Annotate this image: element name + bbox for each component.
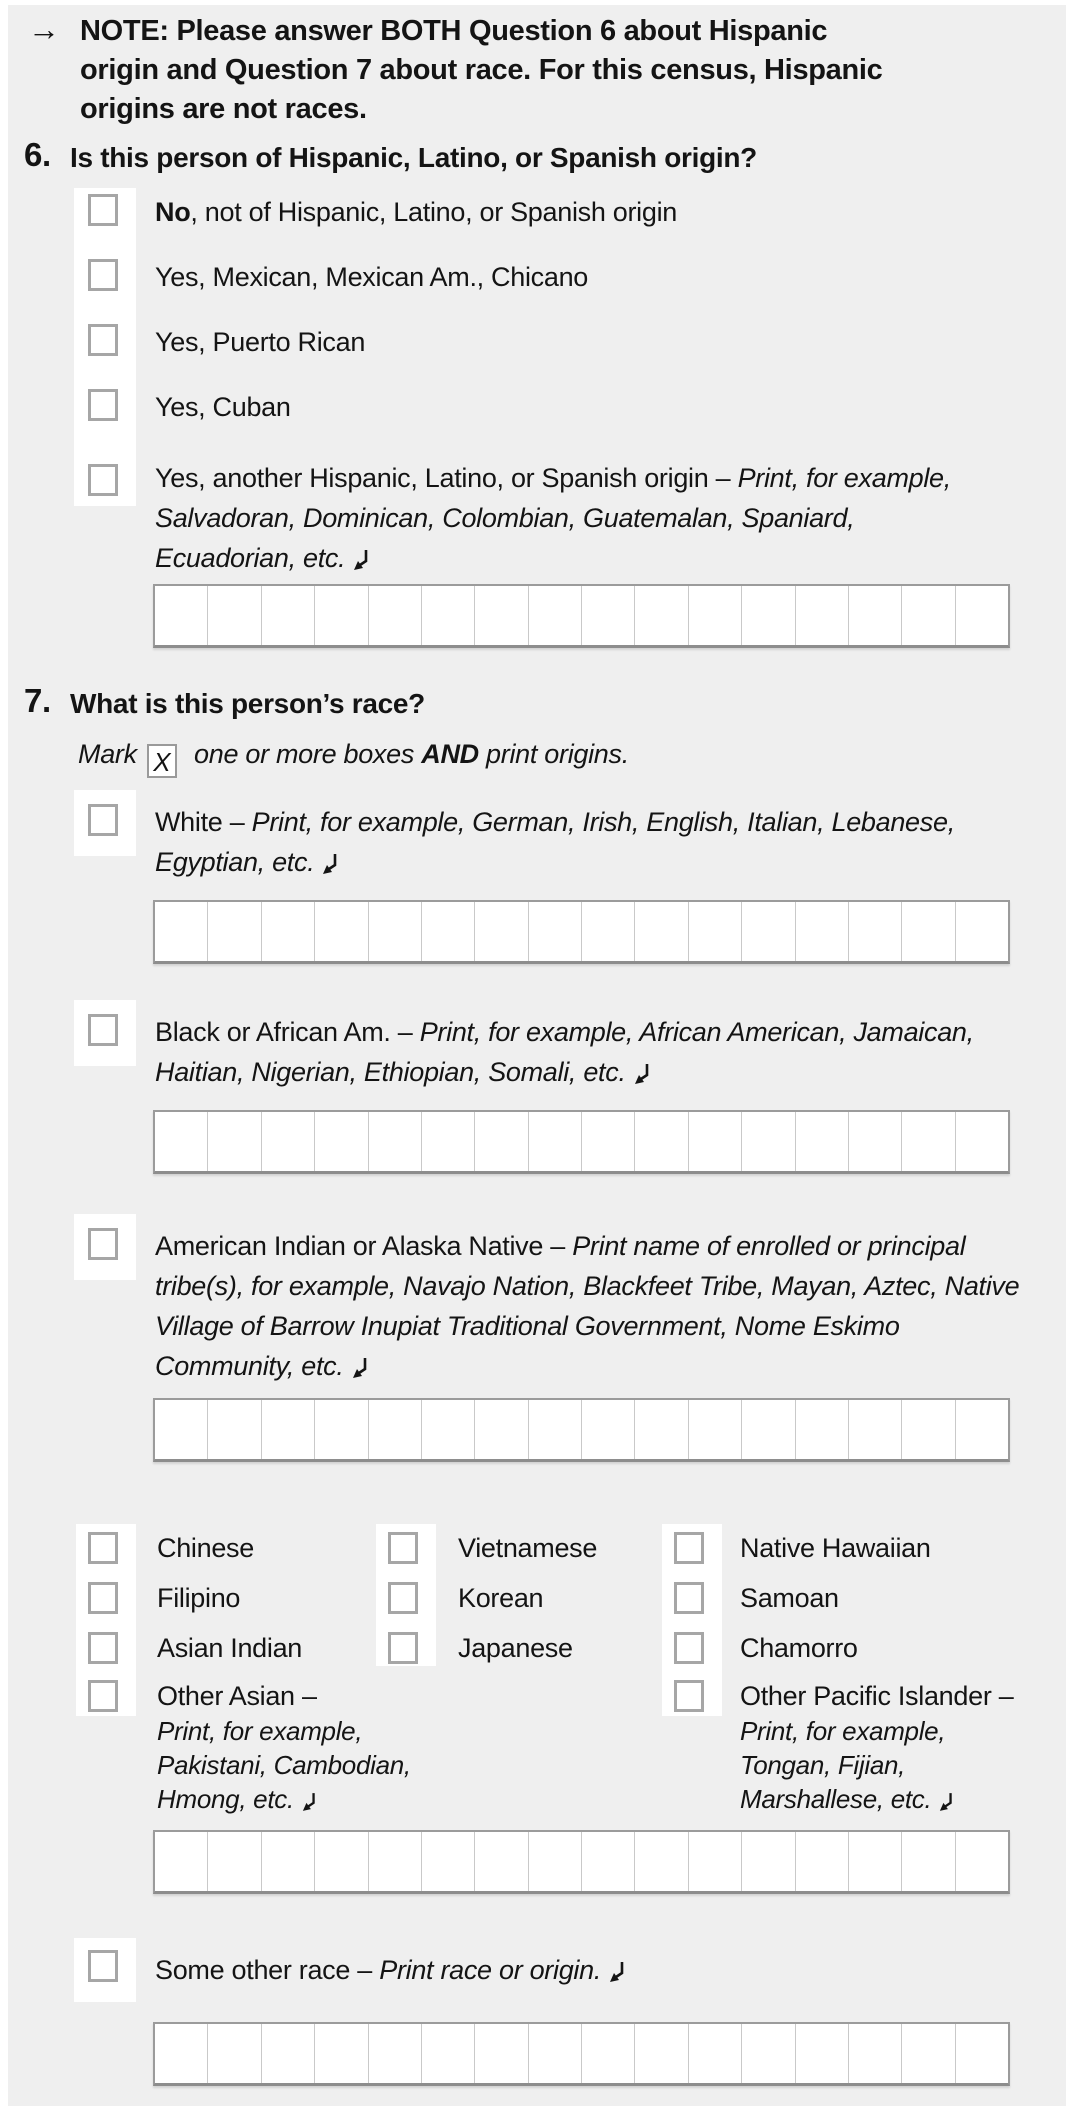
checkbox-american-indian[interactable] — [88, 1228, 118, 1260]
checkbox-black[interactable] — [88, 1014, 118, 1046]
mark-instruction — [78, 734, 629, 778]
write-in-cell[interactable] — [155, 2024, 208, 2083]
write-in-cell[interactable] — [475, 902, 528, 961]
write-in-cell[interactable] — [315, 1832, 368, 1891]
write-in-cell[interactable] — [369, 586, 422, 645]
checkbox-yes-cuban[interactable] — [88, 389, 118, 421]
option-print-example: Print, for example, German, Irish, English, Italian, Lebanese, Egyptian, etc. — [155, 807, 955, 877]
write-in-cell[interactable] — [529, 586, 582, 645]
write-in-cell[interactable] — [262, 1112, 315, 1171]
write-in-cell[interactable] — [582, 1400, 635, 1459]
grid-label-asian-indian: Asian Indian — [157, 1633, 303, 1663]
write-in-cell[interactable] — [635, 586, 688, 645]
print-here-arrow-icon — [353, 549, 371, 571]
grid-label-chamorro: Chamorro — [740, 1633, 858, 1663]
write-in-cell[interactable] — [315, 1400, 368, 1459]
grid-label-japanese: Japanese — [458, 1633, 573, 1663]
grid-label-vietnamese: Vietnamese — [458, 1533, 598, 1563]
write-in-cell[interactable] — [689, 1400, 742, 1459]
write-in-cell[interactable] — [475, 1400, 528, 1459]
option-label-some-other-race — [155, 1950, 855, 1990]
write-in-cell[interactable] — [956, 586, 1008, 645]
write-in-cell[interactable] — [689, 1112, 742, 1171]
option-text: Some other race – — [155, 1955, 380, 1985]
other-asian-print-example — [157, 1714, 437, 1816]
print-here-arrow-icon — [322, 853, 340, 875]
write-in-cell[interactable] — [208, 1832, 261, 1891]
write-in-cell[interactable] — [902, 1112, 955, 1171]
checkbox-not-hispanic[interactable] — [88, 194, 118, 226]
grid-label-korean: Korean — [458, 1583, 544, 1613]
grid-label-filipino: Filipino — [157, 1583, 241, 1613]
checkbox-yes-other-hispanic[interactable] — [88, 464, 118, 496]
write-in-cell[interactable] — [849, 1832, 902, 1891]
grid-label-native-hawaiian: Native Hawaiian — [740, 1533, 931, 1563]
hispanic-origin-write-in[interactable] — [153, 584, 1010, 648]
write-in-cell[interactable] — [262, 902, 315, 961]
write-in-cell[interactable] — [956, 1400, 1008, 1459]
aian-tribe-write-in[interactable] — [153, 1398, 1010, 1462]
option-text: Yes, Puerto Rican — [155, 327, 366, 357]
write-in-cell[interactable] — [956, 2024, 1008, 2083]
write-in-cell[interactable] — [529, 902, 582, 961]
write-in-cell[interactable] — [635, 2024, 688, 2083]
write-in-cell[interactable] — [849, 1400, 902, 1459]
write-in-cell[interactable] — [369, 1112, 422, 1171]
write-in-cell[interactable] — [262, 1400, 315, 1459]
checkbox-asian-indian[interactable] — [88, 1632, 118, 1664]
write-in-cell[interactable] — [475, 1112, 528, 1171]
write-in-cell[interactable] — [262, 2024, 315, 2083]
question6-title: Is this person of Hispanic, Latino, or Spanish origin? — [70, 142, 757, 173]
write-in-cell[interactable] — [582, 586, 635, 645]
write-in-cell[interactable] — [689, 1832, 742, 1891]
write-in-cell[interactable] — [155, 902, 208, 961]
option-print-example: Print, for example, Pakistani, Cambodian, Hmong, etc. — [157, 1716, 411, 1814]
write-in-cell[interactable] — [796, 902, 849, 961]
write-in-cell[interactable] — [475, 2024, 528, 2083]
option-label-black — [155, 1012, 985, 1092]
mark-and: AND — [421, 739, 479, 769]
mark-lead: Mark — [78, 739, 137, 769]
option-print-example: Print race or origin. — [379, 1955, 602, 1985]
note-text-line: origins are not races. — [80, 93, 367, 125]
write-in-cell[interactable] — [262, 586, 315, 645]
write-in-cell[interactable] — [956, 1112, 1008, 1171]
checkbox-yes-mexican[interactable] — [88, 259, 118, 291]
checkbox-chinese[interactable] — [88, 1532, 118, 1564]
mark-mid: one or more boxes — [186, 739, 422, 769]
black-origin-write-in[interactable] — [153, 1110, 1010, 1174]
option-label-yes-other-hispanic — [155, 458, 985, 578]
grid-label-chinese: Chinese — [157, 1533, 254, 1563]
write-in-cell[interactable] — [635, 1400, 688, 1459]
write-in-cell[interactable] — [155, 1112, 208, 1171]
option-label-not-hispanic — [155, 192, 985, 232]
write-in-cell[interactable] — [315, 1112, 368, 1171]
write-in-cell[interactable] — [796, 1832, 849, 1891]
note-text-line: origin and Question 7 about race. For this census, Hispanic — [80, 54, 883, 86]
write-in-cell[interactable] — [369, 902, 422, 961]
option-print-example: Print, for example, Tongan, Fijian, Marshallese, etc. — [740, 1716, 946, 1814]
write-in-cell[interactable] — [208, 2024, 261, 2083]
write-in-cell[interactable] — [849, 902, 902, 961]
write-in-cell[interactable] — [796, 1112, 849, 1171]
mark-x-box-icon: X — [147, 744, 177, 778]
write-in-cell[interactable] — [956, 1832, 1008, 1891]
write-in-cell[interactable] — [208, 586, 261, 645]
grid-label-other-pacific-islander: Other Pacific Islander – — [740, 1681, 1014, 1711]
write-in-cell[interactable] — [529, 1112, 582, 1171]
checkbox-chamorro[interactable] — [674, 1632, 704, 1664]
option-label-yes-mexican — [155, 257, 985, 297]
checkbox-white[interactable] — [88, 804, 118, 836]
write-in-cell[interactable] — [529, 2024, 582, 2083]
option-label-white — [155, 802, 985, 882]
write-in-cell[interactable] — [902, 1832, 955, 1891]
checkbox-native-hawaiian[interactable] — [674, 1532, 704, 1564]
write-in-cell[interactable] — [635, 902, 688, 961]
option-label-yes-puerto-rican — [155, 322, 985, 362]
checkbox-some-other-race[interactable] — [88, 1950, 118, 1982]
write-in-cell[interactable] — [369, 2024, 422, 2083]
write-in-cell[interactable] — [208, 902, 261, 961]
write-in-cell[interactable] — [422, 1112, 475, 1171]
option-label-yes-cuban — [155, 387, 985, 427]
write-in-cell[interactable] — [315, 2024, 368, 2083]
checkbox-yes-puerto-rican[interactable] — [88, 324, 118, 356]
write-in-cell[interactable] — [582, 1832, 635, 1891]
white-origin-write-in[interactable] — [153, 900, 1010, 964]
write-in-cell[interactable] — [262, 1832, 315, 1891]
write-in-cell[interactable] — [902, 1400, 955, 1459]
option-print-example: Print name of enrolled or principal tribe(s), for example, Navajo Nation, Blackfeet Tribe, Mayan, Aztec, Native Village of Barrow Inupiat Traditional Government, Nome Eskimo Community, etc. — [155, 1231, 1020, 1381]
write-in-cell[interactable] — [155, 1832, 208, 1891]
write-in-cell[interactable] — [689, 902, 742, 961]
print-here-arrow-icon — [634, 1063, 652, 1085]
write-in-cell[interactable] — [315, 586, 368, 645]
write-in-cell[interactable] — [208, 1400, 261, 1459]
write-in-cell[interactable] — [742, 2024, 795, 2083]
question7-title: What is this person’s race? — [70, 688, 425, 719]
write-in-cell[interactable] — [582, 2024, 635, 2083]
option-bold-no: No — [155, 197, 191, 227]
print-here-arrow-icon — [609, 1961, 627, 1983]
write-in-cell[interactable] — [475, 586, 528, 645]
write-in-cell[interactable] — [582, 902, 635, 961]
write-in-cell[interactable] — [796, 2024, 849, 2083]
write-in-cell[interactable] — [635, 1832, 688, 1891]
grid-label-samoan: Samoan — [740, 1583, 839, 1613]
option-text: White – — [155, 807, 252, 837]
other-pacific-islander-print-example — [740, 1714, 1020, 1816]
write-in-cell[interactable] — [315, 902, 368, 961]
write-in-cell[interactable] — [422, 902, 475, 961]
mark-tail: print origins. — [478, 739, 629, 769]
write-in-cell[interactable] — [582, 1112, 635, 1171]
write-in-cell[interactable] — [796, 586, 849, 645]
write-in-cell[interactable] — [689, 586, 742, 645]
some-other-race-write-in[interactable] — [153, 2022, 1010, 2086]
option-label-american-indian — [155, 1226, 1025, 1386]
write-in-cell[interactable] — [742, 1112, 795, 1171]
write-in-cell[interactable] — [689, 2024, 742, 2083]
option-text: Yes, Mexican, Mexican Am., Chicano — [155, 262, 589, 292]
write-in-cell[interactable] — [742, 1832, 795, 1891]
write-in-cell[interactable] — [422, 586, 475, 645]
option-print-example: Print, for example, Salvadoran, Dominican, Colombian, Guatemalan, Spaniard, Ecuadorian, etc. — [155, 463, 951, 573]
write-in-cell[interactable] — [902, 586, 955, 645]
checkbox-vietnamese[interactable] — [388, 1532, 418, 1564]
option-text: Yes, another Hispanic, Latino, or Spanish origin – — [155, 463, 738, 493]
write-in-cell[interactable] — [849, 586, 902, 645]
write-in-cell[interactable] — [529, 1400, 582, 1459]
write-in-cell[interactable] — [475, 1832, 528, 1891]
option-print-example: Print, for example, African American, Jamaican, Haitian, Nigerian, Ethiopian, Somali, etc. — [155, 1017, 974, 1087]
write-in-cell[interactable] — [902, 902, 955, 961]
option-text: , not of Hispanic, Latino, or Spanish origin — [190, 197, 677, 227]
write-in-cell[interactable] — [369, 1832, 422, 1891]
write-in-cell[interactable] — [422, 1832, 475, 1891]
write-in-cell[interactable] — [529, 1832, 582, 1891]
checkbox-samoan[interactable] — [674, 1582, 704, 1614]
note-text-line: NOTE: Please answer BOTH Question 6 about Hispanic — [80, 15, 828, 47]
write-in-cell[interactable] — [155, 586, 208, 645]
checkbox-korean[interactable] — [388, 1582, 418, 1614]
write-in-cell[interactable] — [742, 902, 795, 961]
grid-label-other-asian: Other Asian – — [157, 1681, 317, 1711]
write-in-cell[interactable] — [369, 1400, 422, 1459]
checkbox-other-pacific-islander[interactable] — [674, 1680, 704, 1712]
write-in-cell[interactable] — [635, 1112, 688, 1171]
note-arrow-icon: → — [28, 11, 60, 47]
write-in-cell[interactable] — [956, 902, 1008, 961]
question6-number: 6. — [24, 136, 51, 173]
print-here-arrow-icon — [302, 1792, 318, 1812]
checkbox-filipino[interactable] — [88, 1582, 118, 1614]
write-in-cell[interactable] — [796, 1400, 849, 1459]
question7-number: 7. — [24, 682, 51, 719]
write-in-cell[interactable] — [902, 2024, 955, 2083]
write-in-cell[interactable] — [849, 1112, 902, 1171]
option-text: Yes, Cuban — [155, 392, 291, 422]
write-in-cell[interactable] — [422, 2024, 475, 2083]
print-here-arrow-icon — [352, 1357, 370, 1379]
checkbox-other-asian[interactable] — [88, 1680, 118, 1712]
checkbox-japanese[interactable] — [388, 1632, 418, 1664]
print-here-arrow-icon — [939, 1792, 955, 1812]
asian-pacific-write-in[interactable] — [153, 1830, 1010, 1894]
write-in-cell[interactable] — [742, 586, 795, 645]
option-text: Black or African Am. – — [155, 1017, 420, 1047]
option-text: American Indian or Alaska Native – — [155, 1231, 573, 1261]
write-in-cell[interactable] — [849, 2024, 902, 2083]
write-in-cell[interactable] — [422, 1400, 475, 1459]
write-in-cell[interactable] — [742, 1400, 795, 1459]
write-in-cell[interactable] — [208, 1112, 261, 1171]
write-in-cell[interactable] — [155, 1400, 208, 1459]
